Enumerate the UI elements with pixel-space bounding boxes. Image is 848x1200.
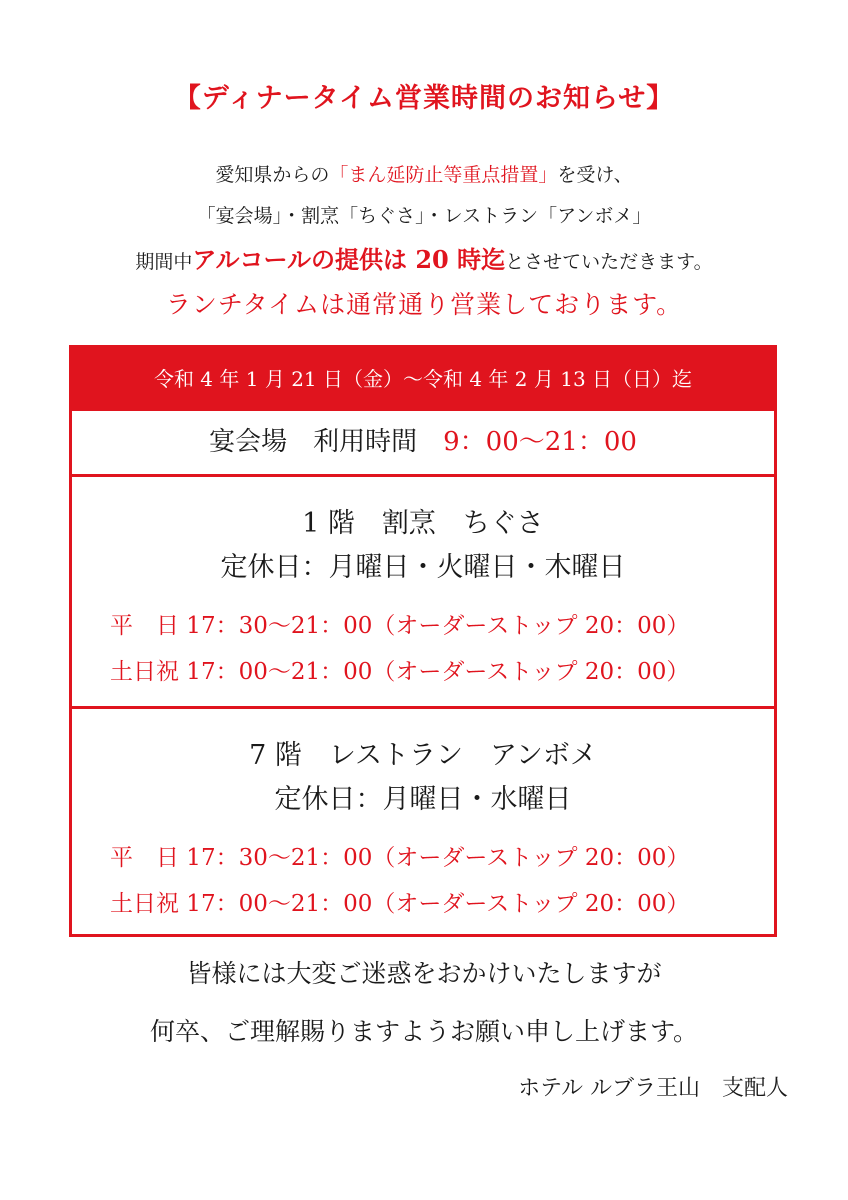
banquet-row [72, 411, 774, 477]
intro-line-1-post: を受け、 [557, 164, 633, 186]
intro-line-3 [0, 240, 848, 275]
intro-line-1 [0, 160, 848, 187]
banquet-label: 宴会場 利用時間 [209, 427, 418, 457]
chigusa-weekday-hours: 平 日 17：30～21：00（オーダーストップ 20：00） [110, 613, 690, 639]
intro-line-2: 「宴会場」・割烹「ちぐさ」・レストラン「アンボメ」 [196, 205, 652, 227]
anbome-closed-days: 定休日：月曜日・水曜日 [274, 784, 572, 815]
intro-line-1-pre: 愛知県からの [215, 164, 330, 186]
notice-title: 【ディナータイム営業時間のお知らせ】 [173, 83, 675, 114]
schedule-period-header: 令和 4 年 1 月 21 日（金）～令和 4 年 2 月 13 日（日）迄 [72, 348, 774, 411]
intro-line-3-highlight: アルコールの提供は 20 時迄 [192, 245, 506, 274]
anbome-weekend-hours: 土日祝 17：00～21：00（オーダーストップ 20：00） [110, 891, 690, 917]
signature: ホテル ルブラ王山 支配人 [518, 1076, 788, 1101]
banquet-line [72, 411, 774, 474]
intro-line-3-post: とさせていただきます。 [505, 251, 713, 273]
chigusa-weekend-hours: 土日祝 17：00～21：00（オーダーストップ 20：00） [110, 659, 690, 685]
schedule-table [69, 345, 777, 937]
anbome-name: 7 階 レストラン アンボメ [249, 740, 597, 771]
anbome-weekday-hours: 平 日 17：30～21：00（オーダーストップ 20：00） [110, 845, 690, 871]
chigusa-row [72, 477, 774, 709]
closing-line-1: 皆様には大変ご迷惑をおかけいたしますが [186, 959, 662, 988]
chigusa-name: 1 階 割烹 ちぐさ [302, 508, 544, 539]
intro-line-1-highlight: 「まん延防止等重点措置」 [329, 164, 558, 186]
intro-line-3-pre: 期間中 [135, 251, 193, 273]
banquet-hours: 9：00～21：00 [443, 427, 637, 457]
intro-line-4: ランチタイムは通常通り営業しております。 [165, 290, 683, 319]
closing-line-2: 何卒、ご理解賜りますようお願い申し上げます。 [149, 1017, 698, 1046]
chigusa-closed-days: 定休日：月曜日・火曜日・木曜日 [220, 552, 626, 583]
anbome-row [72, 709, 774, 937]
